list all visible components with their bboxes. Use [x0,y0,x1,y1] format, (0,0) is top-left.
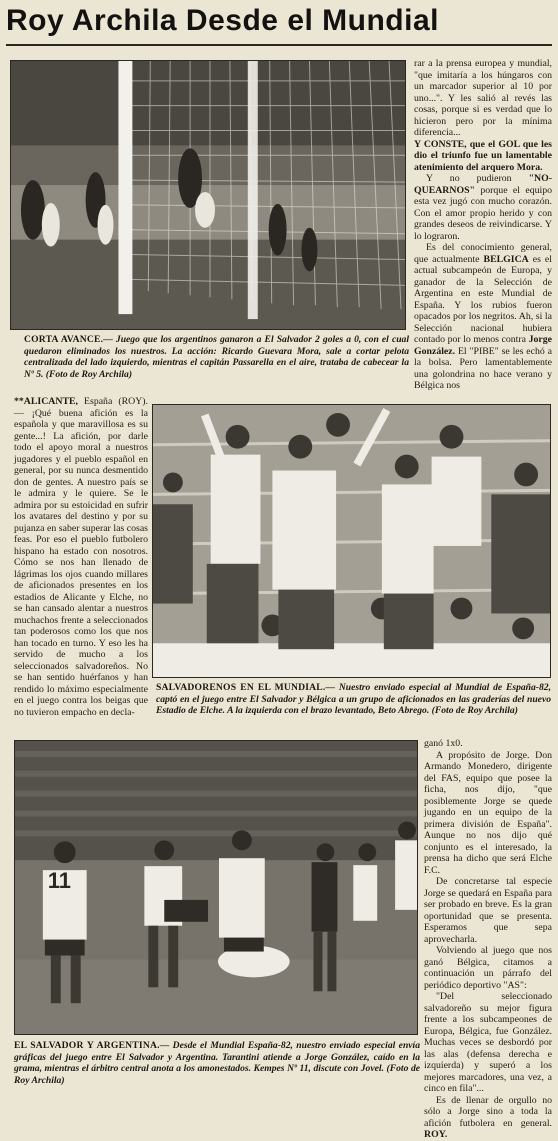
paragraph: A propósito de Jorge. Don Armando Monedero, dirigente del FAS, equipo que posee la ficha, nos dijo, "que posiblemente Jorge se quede jugando en un equipo de la primera división de España". Aunque no nos dijo qué conjunto es el interesado, la prensa ha dicho que será Elche F.C. [424,749,552,876]
caption-body: — Juego que los argentinos ganaron a El Salvador 2 goles a 0, con el cual quedaron eliminados los nuestros. La acción: Ricardo Guevara Mora, sale a cortar pelota centralizada del lado izquierdo, mientras el capitán Passarella en el aire, trataba de cabecear la Nº 5. (Foto de Roy Archila) [24,334,409,380]
paragraph: ganó 1x0. [424,738,463,749]
photo-fans-caption [156,682,551,734]
caption-body: — Nuestro enviado especial al Mundial de España-82, captó en el juego entre El Salvador y Bélgica a un grupo de aficionados en las graderías del nuevo Estadio de Elche. A la izquierda con el brazo levantado, Beto Abrego. (Foto de Roy Archila) [156,682,551,716]
caption-lead: SALVADORENOS EN EL MUNDIAL. [156,682,326,693]
caption-body: — Desde el Mundial España-82, nuestro enviado especial envía gráficas del juego entre El Salvador y Argentina. Tarantini atiende a Jorge González, caído en la grama, mientras el árbitro central anota a los amonestados. Kempes Nº 11, discute con Jovel. (Foto de Roy Archila) [14,1040,420,1086]
photo-fans [152,404,551,678]
caption-lead: EL SALVADOR Y ARGENTINA. [14,1040,160,1051]
photo-goalmouth [10,60,406,330]
paragraph: rar a la prensa europea y mundial, "que imitaría a los húngaros con un marcador superior al 10 por uno...". Y les salió al revés las cosas, porque si es verdad que lo hicieron pero por la mínima diferencia... [414,58,552,138]
paragraph: Es del conocimiento general, que actualmente BELGICA es el actual subcampeón de Europa, y ganador de la Selección de Argentina en este Mundial de España. Y los rubios fueron opacados por los negritos. Ah, si la Selección nacional hubiera contado por lo menos contra Jorge González. El "PIBE" se les echó a la bolsa. Pero lamentablemente una golondrina no hace verano y Bélgica nos [414,242,553,391]
paragraph: Y CONSTE, que el GOL que les dio el triunfo fue un lamentable atenimiento del arquero Mora. [414,138,552,173]
article-column-left [14,396,148,732]
paragraph: "Del seleccionado salvadoreño su mejor figura frente a los subcampeones de Europa, Bélgica, fue González. Muchas veces se desbordó por las alas (defensa derecha e izquierda) y superó a los mejores marcadores, una vez, a cinco en fila"... [424,991,552,1094]
paragraph: Y no pudieron "NO-QUEARNOS" porque el equipo esta vez jugó con mucho corazón. Con el amor propio herido y con grandes deseos de reivindicarse. Y lo lograron. [414,173,553,242]
paragraph: De concretarse tal especie Jorge se quedará en España para ser probado en breve. Es la gran oportunidad que se presenta. Esperamos que sepa aprovecharla. [424,876,552,945]
paragraph: Volviendo al juego que nos ganó Bélgica, citamos a continuación un párrafo del periódico deportivo "AS": [424,945,552,991]
paragraph: **ALICANTE, España (ROY).— ¡Qué buena afición es la española y que maravillosa es su gente...! La afición, por darle todo el apoyo moral a nuestros jugadores y el pueblo español en general, por su nunca desmentido don de gentes. A nuestro país se le admira y le quiere. Se le admira por su estoicidad en sufrir los avatares del destino y por su pujanza en saber superar las cosas feas. Por eso el pueblo futbolero hispano ha estado con nosotros. Cómo se nos han llenado de lágrimas los ojos cuando millares de aficionados presentes en los estadios de Alicante y Elche, no se han cansado alentar a nuestros muchachos frente a seleccionados tan poderosos como los que nos han tocado en turno. Y eso les ha servido de mucho a los seleccionados salvadoreños. No se han sentido huérfanos y han rendido lo máximo especialmente en el juego contra los beigas que no tuvieron empacho en decla- [14,396,148,718]
photo-match-caption [14,1040,420,1098]
headline: Roy Archila Desde el Mundial [6,4,439,37]
paragraph: Es de llenar de orgullo no sólo a Jorge sino a toda la afición futbolera en general. ROY. [424,1094,552,1140]
headline-rule [6,44,552,46]
article-column-right-top [414,58,553,391]
article-column-right-bottom [424,738,552,1140]
photo-match [14,740,418,1035]
caption-lead: CORTA AVANCE. [24,334,104,345]
photo-goalmouth-caption [24,334,409,392]
jersey-number: 11 [47,868,71,893]
